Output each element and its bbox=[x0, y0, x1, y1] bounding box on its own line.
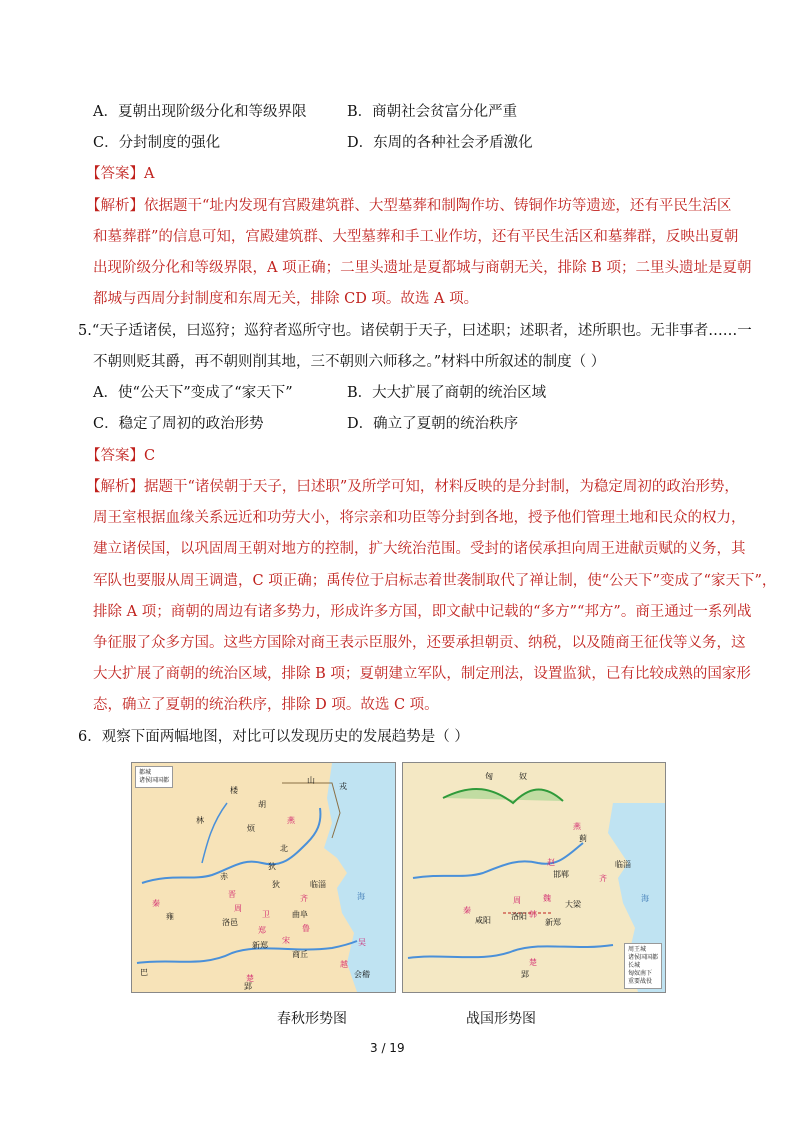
map2-label: 魏 bbox=[543, 894, 551, 903]
map2-label: 楚 bbox=[529, 958, 537, 967]
q4-answer-value: A bbox=[144, 166, 155, 182]
legend-xiongnu: 匈奴南下 bbox=[627, 970, 652, 977]
q4-analysis-line-3: 出现阶级分化和等级界限，A 项正确；二里头遗址是夏都城与商朝无关，排除 B 项；二里头遗址是夏朝 bbox=[93, 260, 752, 276]
map2-label: 赵 bbox=[547, 858, 555, 867]
map2-label: 秦 bbox=[463, 906, 471, 915]
q4-answer bbox=[86, 164, 154, 184]
map1-label: 北 bbox=[280, 844, 288, 853]
map1-label: 新郑 bbox=[252, 941, 268, 950]
legend-capital: 都城 bbox=[139, 769, 152, 776]
q5-analysis-line-7: 大大扩展了商朝的统治区域，排除 B 项；夏朝建立军队，制定刑法，设置监狱，已有比较成熟的国家形 bbox=[93, 666, 751, 682]
map1-label: 狄 bbox=[272, 880, 280, 889]
map2-label: 临淄 bbox=[615, 860, 631, 869]
map1-label: 吴 bbox=[358, 938, 366, 947]
q5-answer bbox=[86, 446, 155, 466]
legend-royal-city: 周王城 bbox=[627, 946, 646, 953]
map1-label: 宋 bbox=[282, 936, 290, 945]
q5-analysis-line-8: 态，确立了夏朝的统治秩序，排除 D 项。故选 C 项。 bbox=[93, 697, 439, 713]
map-spring-autumn-terrain bbox=[132, 763, 395, 992]
map-spring-autumn-legend bbox=[135, 766, 173, 788]
q4-option-b: B．商朝社会贫富分化严重 bbox=[347, 104, 518, 120]
legend-state-capital: 诸侯国国都 bbox=[139, 777, 170, 784]
q5-analysis-line-5: 排除 A 项；商朝的周边有诸多势力，形成许多方国，即文献中记载的“多方”“邦方”。商王通过一系列战 bbox=[93, 604, 752, 620]
map1-label: 商丘 bbox=[292, 950, 308, 959]
map-warring-states bbox=[402, 762, 666, 993]
map1-label: 燕 bbox=[287, 816, 295, 825]
map-spring-autumn-caption: 春秋形势图 bbox=[277, 1011, 347, 1027]
map1-label: 郑 bbox=[258, 926, 266, 935]
map1-label: 楚 bbox=[246, 974, 254, 983]
q5-answer-value: C bbox=[144, 448, 156, 464]
map1-label: 越 bbox=[340, 960, 348, 969]
map1-label: 林 bbox=[196, 816, 204, 825]
map1-label: 胡 bbox=[258, 800, 266, 809]
map1-label: 卫 bbox=[262, 910, 270, 919]
map1-label: 狄 bbox=[268, 862, 276, 871]
q5-analysis-text: 据题干“诸侯朝于天子，曰述职”及所学可知，材料反映的是分封制，为稳定周初的政治形势， bbox=[144, 479, 739, 495]
q5-analysis-line-4: 军队也要服从周王调遣，C 项正确；禹传位于启标志着世袭制取代了禅让制，使“公天下”变成了“家天下”， bbox=[93, 573, 777, 589]
map1-label: 烦 bbox=[247, 824, 255, 833]
legend-battle: 重要战役 bbox=[627, 978, 652, 985]
map2-label: 洛阳 bbox=[511, 912, 527, 921]
map1-label: 齐 bbox=[300, 894, 308, 903]
q5-stem-line-1: 5.“天子适诸侯，曰巡狩；巡狩者巡所守也。诸侯朝于天子，曰述职；述职者，述所职也。无非事者……一 bbox=[78, 323, 752, 339]
map2-label: 郢 bbox=[521, 970, 529, 979]
map2-label: 海 bbox=[641, 894, 649, 903]
q5-stem-line-2: 不朝则贬其爵，再不朝则削其地，三不朝则六师移之。”材料中所叙述的制度（ ） bbox=[93, 354, 606, 370]
q5-option-a: A．使“公天下”变成了“家天下” bbox=[93, 385, 293, 401]
q5-analysis-tag: 【解析】 bbox=[86, 479, 144, 495]
map1-label: 临淄 bbox=[310, 880, 326, 889]
map2-label: 周 bbox=[513, 896, 521, 905]
map1-label: 巴 bbox=[140, 968, 148, 977]
map2-label: 匈 bbox=[485, 772, 493, 781]
map-warring-states-caption: 战国形势图 bbox=[466, 1011, 536, 1027]
legend-great-wall: 长城 bbox=[627, 962, 640, 969]
map1-label: 山 bbox=[307, 776, 315, 785]
q4-option-a: A．夏朝出现阶级分化和等级界限 bbox=[93, 104, 307, 120]
page-number: 3 / 19 bbox=[370, 1041, 405, 1055]
map1-label: 海 bbox=[357, 892, 365, 901]
map2-label: 咸阳 bbox=[475, 916, 491, 925]
map1-label: 晋 bbox=[228, 890, 236, 899]
q5-option-d: D．确立了夏朝的统治秩序 bbox=[347, 416, 519, 432]
map2-label: 蓟 bbox=[579, 834, 587, 843]
map1-label: 赤 bbox=[220, 872, 228, 881]
q5-analysis-line-1 bbox=[86, 477, 739, 497]
map1-label: 雍 bbox=[166, 912, 174, 921]
map1-label: 洛邑 bbox=[222, 918, 238, 927]
map2-label: 大梁 bbox=[565, 900, 581, 909]
map1-label: 戎 bbox=[339, 782, 347, 791]
q4-answer-tag: 【答案】 bbox=[86, 166, 144, 182]
map1-label: 曲阜 bbox=[292, 910, 308, 919]
q4-option-d: D．东周的各种社会矛盾激化 bbox=[347, 135, 533, 151]
map2-label: 新郑 bbox=[545, 918, 561, 927]
map2-label: 邯郸 bbox=[553, 870, 569, 879]
map2-label: 奴 bbox=[519, 772, 527, 781]
q4-analysis-line-1 bbox=[86, 196, 731, 216]
q4-analysis-line-2: 和墓葬群”的信息可知，宫殿建筑群、大型墓葬和手工业作坊，还有平民生活区和墓葬群，反映出夏朝 bbox=[93, 229, 739, 245]
q4-analysis-line-4: 都城与西周分封制度和东周无关，排除 CD 项。故选 A 项。 bbox=[93, 291, 479, 307]
q6-stem: 6．观察下面两幅地图，对比可以发现历史的发展趋势是（ ） bbox=[78, 729, 469, 745]
map1-label: 楼 bbox=[230, 786, 238, 795]
map1-label: 秦 bbox=[152, 899, 160, 908]
map1-label: 郢 bbox=[244, 982, 252, 991]
map2-label: 齐 bbox=[599, 874, 607, 883]
legend-state-capital: 诸侯国国都 bbox=[627, 954, 658, 961]
q5-answer-tag: 【答案】 bbox=[86, 448, 144, 464]
map2-label: 韩 bbox=[529, 910, 537, 919]
map1-label: 周 bbox=[234, 904, 242, 913]
q4-option-c: C．分封制度的强化 bbox=[93, 135, 221, 151]
q5-analysis-line-6: 争征服了众多方国。这些方国除对商王表示臣服外，还要承担朝贡、纳税，以及随商王征伐等义务，这 bbox=[93, 635, 746, 651]
q5-analysis-line-3: 建立诸侯国，以巩固周王朝对地方的控制，扩大统治范围。受封的诸侯承担向周王进献贡赋的义务，其 bbox=[93, 541, 746, 557]
q5-option-c: C．稳定了周初的政治形势 bbox=[93, 416, 264, 432]
map1-label: 会稽 bbox=[354, 970, 370, 979]
map2-label: 燕 bbox=[573, 822, 581, 831]
q5-analysis-line-2: 周王室根据血缘关系远近和功劳大小，将宗亲和功臣等分封到各地，授予他们管理土地和民众的权力， bbox=[93, 510, 746, 526]
q4-analysis-text: 依据题干“址内发现有宫殿建筑群、大型墓葬和制陶作坊、铸铜作坊等遗迹，还有平民生活区 bbox=[144, 198, 732, 214]
q5-option-b: B．大大扩展了商朝的统治区域 bbox=[347, 385, 547, 401]
map-warring-states-legend bbox=[624, 943, 662, 989]
map1-label: 鲁 bbox=[302, 924, 310, 933]
q4-analysis-tag: 【解析】 bbox=[86, 198, 144, 214]
map-spring-autumn bbox=[131, 762, 396, 993]
